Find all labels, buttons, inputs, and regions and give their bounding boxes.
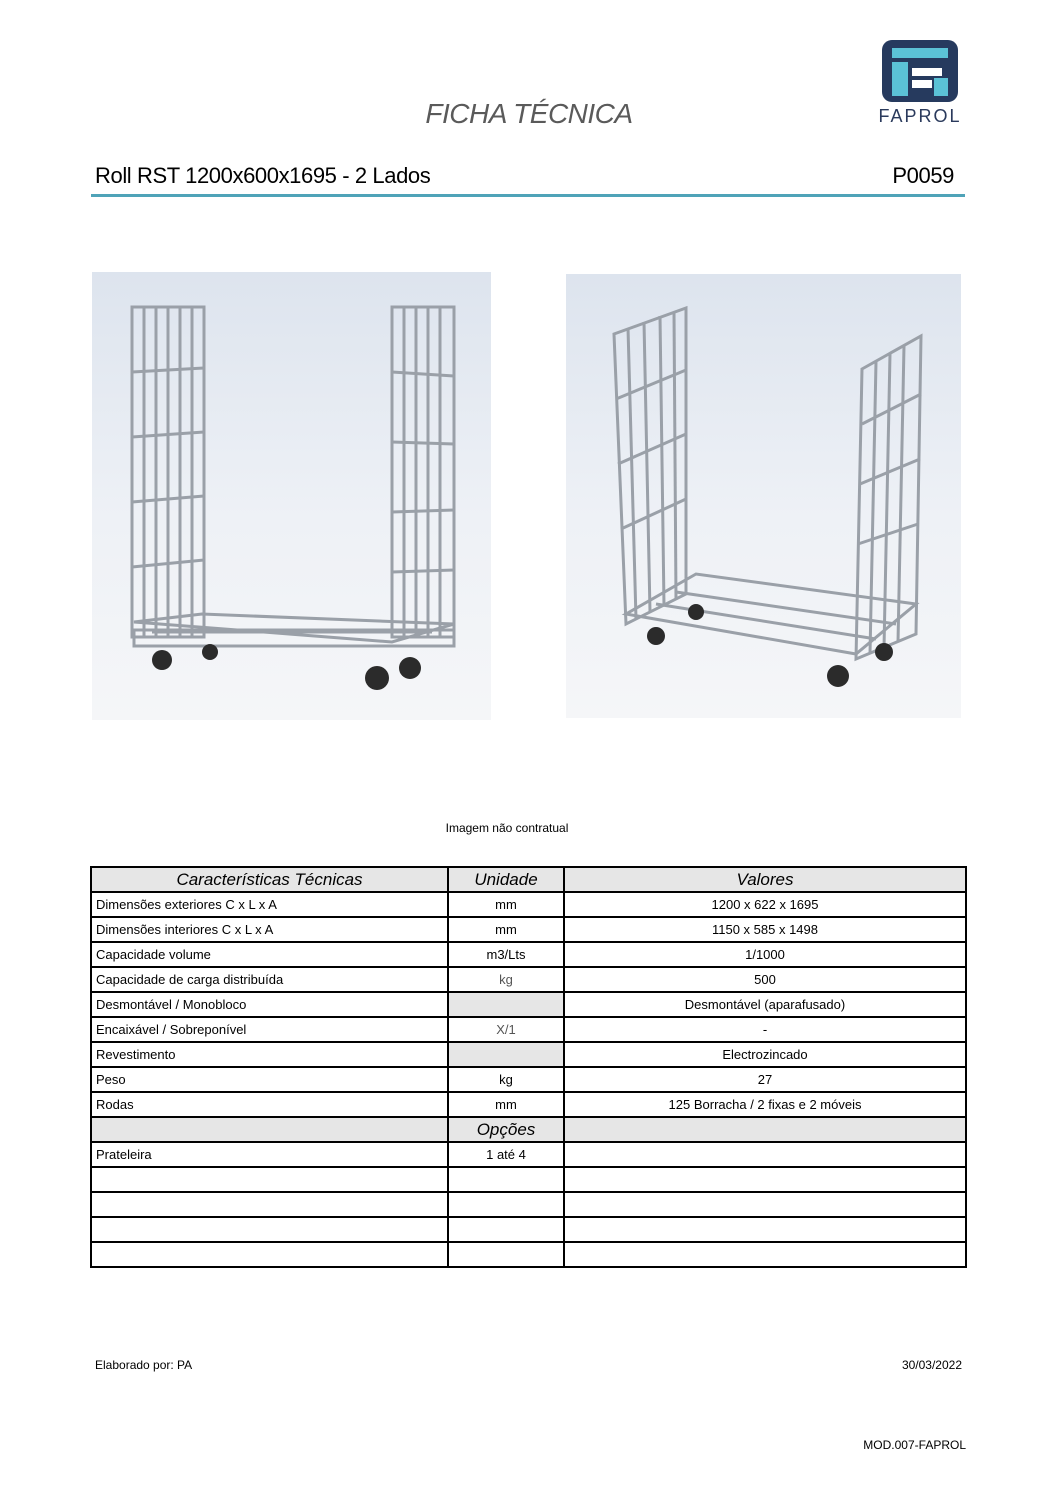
unit-cell: kg — [448, 1067, 564, 1092]
header-unit: Unidade — [448, 867, 564, 892]
document-title: FICHA TÉCNICA — [425, 98, 633, 129]
form-code: MOD.007-FAPROL — [863, 1438, 966, 1452]
value-cell: 1/1000 — [564, 942, 966, 967]
value-cell: Desmontável (aparafusado) — [564, 992, 966, 1017]
options-blank-cell — [91, 1117, 448, 1142]
option-feature-cell — [91, 1167, 448, 1192]
table-row — [91, 992, 966, 1017]
options-blank-cell — [564, 1117, 966, 1142]
header-values: Valores — [564, 867, 966, 892]
unit-cell: mm — [448, 917, 564, 942]
feature-cell: Rodas — [91, 1092, 448, 1117]
unit-cell: kg — [448, 967, 564, 992]
table-row — [91, 1017, 966, 1042]
feature-cell: Peso — [91, 1067, 448, 1092]
option-value-cell — [564, 1167, 966, 1192]
table-row — [91, 967, 966, 992]
value-cell: 1200 x 622 x 1695 — [564, 892, 966, 917]
product-name: Roll RST 1200x600x1695 - 2 Lados — [95, 163, 431, 188]
product-code: P0059 — [892, 163, 954, 188]
option-value-cell — [564, 1192, 966, 1217]
table-row — [91, 1067, 966, 1092]
option-unit-cell — [448, 1167, 564, 1192]
unit-cell: mm — [448, 892, 564, 917]
feature-cell: Capacidade volume — [91, 942, 448, 967]
header-characteristics: Características Técnicas — [91, 867, 448, 892]
unit-cell: mm — [448, 1092, 564, 1117]
option-feature-cell — [91, 1192, 448, 1217]
option-unit-cell: 1 até 4 — [448, 1142, 564, 1167]
unit-cell: m3/Lts — [448, 942, 564, 967]
feature-cell: Capacidade de carga distribuída — [91, 967, 448, 992]
options-title: Opções — [448, 1117, 564, 1142]
option-feature-cell — [91, 1217, 448, 1242]
option-row — [91, 1142, 966, 1167]
product-photo-front — [92, 272, 491, 720]
unit-cell — [448, 992, 564, 1017]
value-cell: 125 Borracha / 2 fixas e 2 móveis — [564, 1092, 966, 1117]
value-cell: 27 — [564, 1067, 966, 1092]
product-photo-angled — [566, 274, 961, 718]
option-row — [91, 1217, 966, 1242]
value-cell: 1150 x 585 x 1498 — [564, 917, 966, 942]
table-row — [91, 892, 966, 917]
option-unit-cell — [448, 1192, 564, 1217]
value-cell: - — [564, 1017, 966, 1042]
document-date: 30/03/2022 — [901, 1358, 962, 1372]
unit-cell: X/1 — [448, 1017, 564, 1042]
options-header-row — [91, 1117, 966, 1142]
feature-cell: Dimensões exteriores C x L x A — [91, 892, 448, 917]
option-value-cell — [564, 1142, 966, 1167]
option-feature-cell — [91, 1242, 448, 1267]
option-row — [91, 1167, 966, 1192]
table-row — [91, 942, 966, 967]
option-row — [91, 1192, 966, 1217]
feature-cell: Dimensões interiores C x L x A — [91, 917, 448, 942]
table-row — [91, 1092, 966, 1117]
image-disclaimer: Imagem não contratual — [445, 821, 569, 835]
option-value-cell — [564, 1242, 966, 1267]
option-row — [91, 1242, 966, 1267]
table-header-row — [91, 867, 966, 892]
feature-cell: Desmontável / Monobloco — [91, 992, 448, 1017]
value-cell: 500 — [564, 967, 966, 992]
unit-cell — [448, 1042, 564, 1067]
logo-wordmark: FAPROL — [878, 106, 962, 126]
feature-cell: Revestimento — [91, 1042, 448, 1067]
table-row — [91, 917, 966, 942]
feature-cell: Encaixável / Sobreponível — [91, 1017, 448, 1042]
table-row — [91, 1042, 966, 1067]
technical-specs-table — [90, 866, 967, 1268]
title-underline — [91, 194, 965, 197]
option-value-cell — [564, 1217, 966, 1242]
prepared-by: Elaborado por: PA — [95, 1358, 193, 1372]
option-unit-cell — [448, 1217, 564, 1242]
value-cell: Electrozincado — [564, 1042, 966, 1067]
option-feature-cell: Prateleira — [91, 1142, 448, 1167]
option-unit-cell — [448, 1242, 564, 1267]
